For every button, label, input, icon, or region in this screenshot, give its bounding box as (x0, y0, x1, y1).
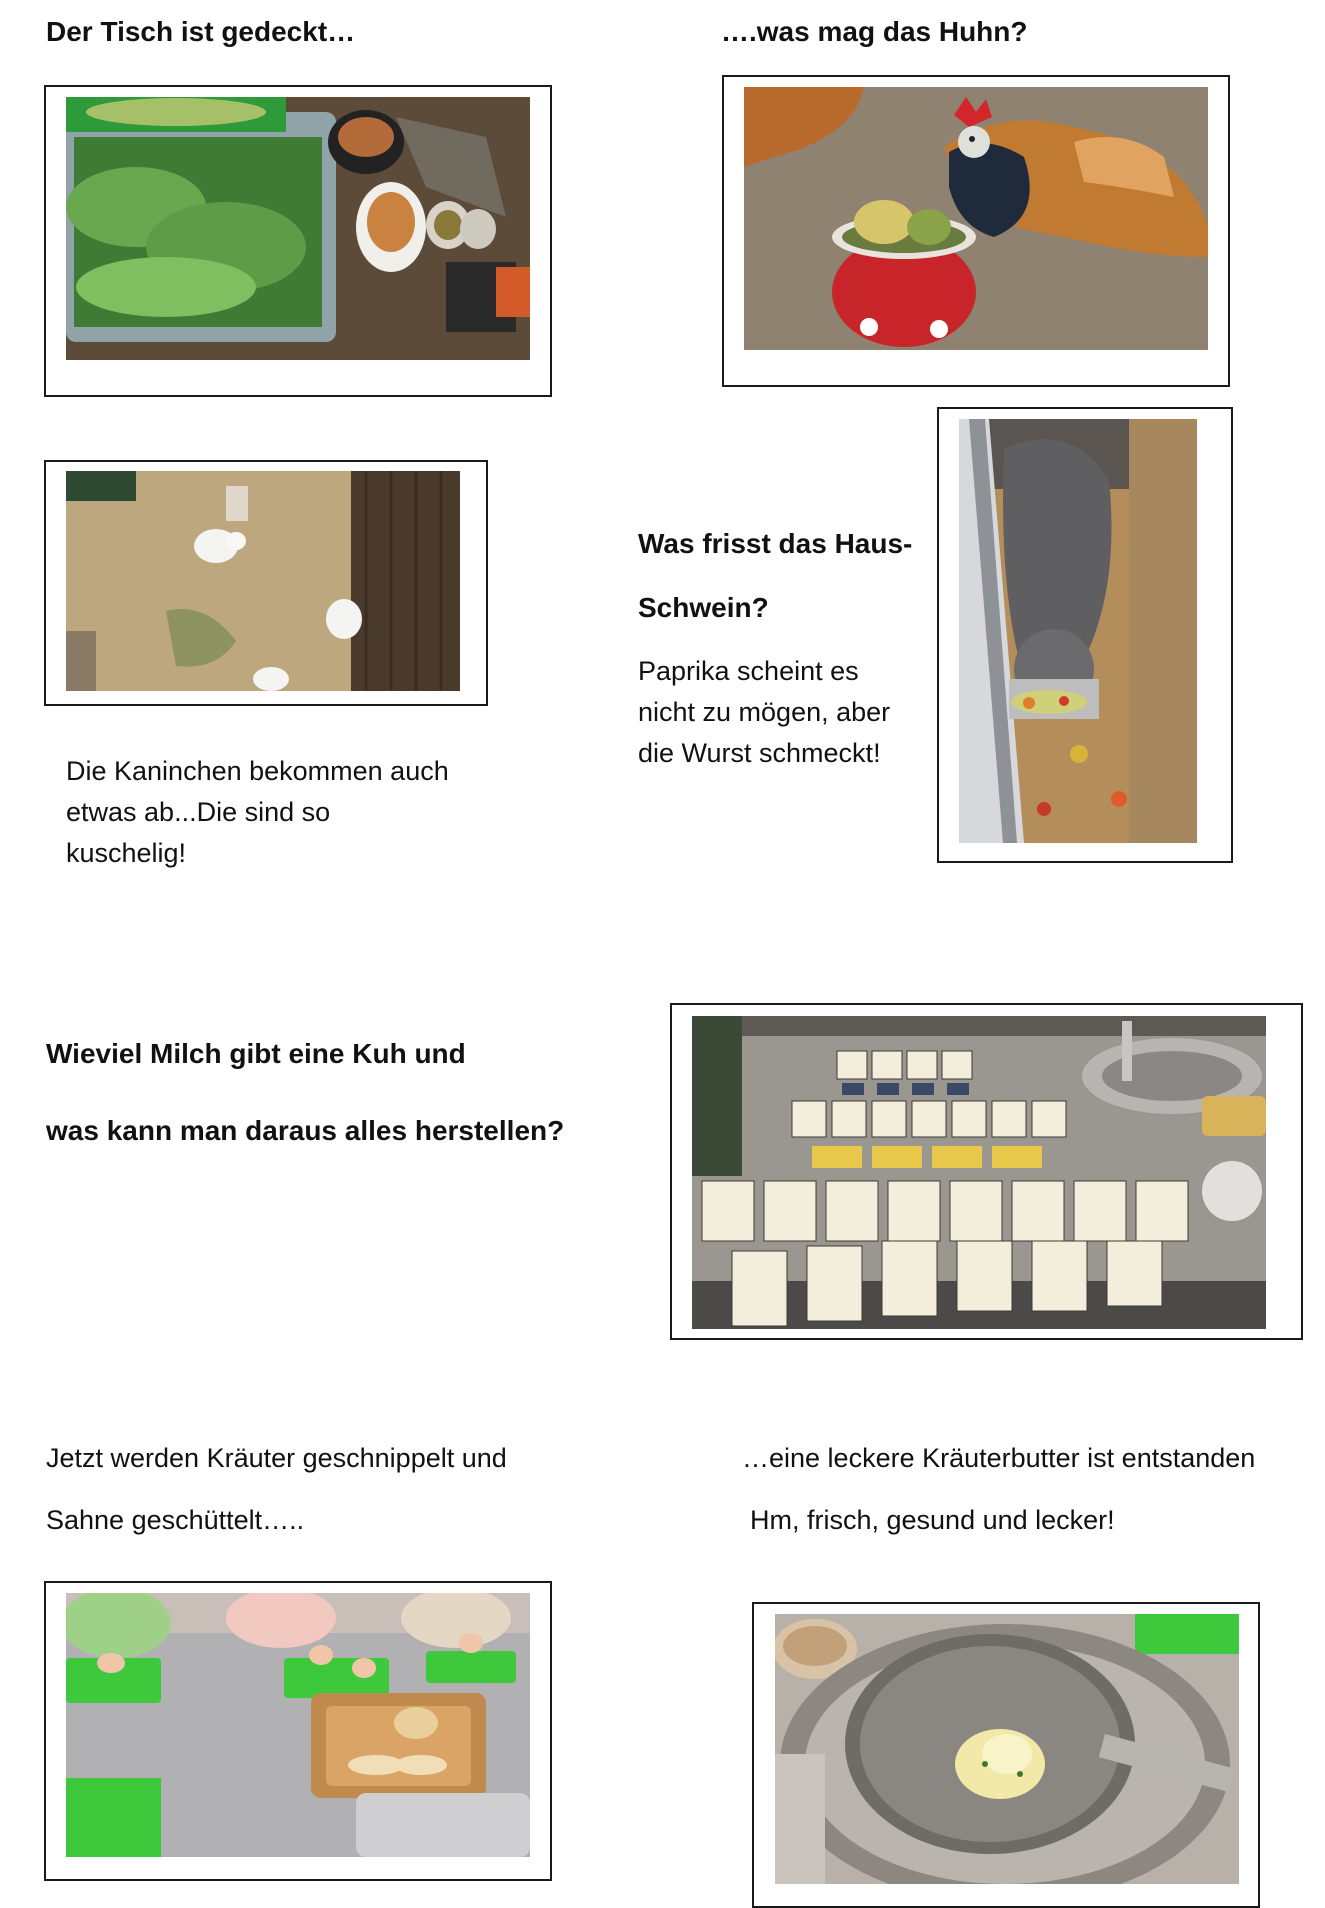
rabbit-text-line3: kuschelig! (66, 838, 187, 868)
photo-hen-pot (744, 87, 1208, 350)
text-butter-line2: Hm, frisch, gesund und lecker! (750, 1505, 1115, 1535)
heading-pig-line1: Was frisst das Haus- (638, 528, 913, 559)
photo-herbs-cutting (66, 1593, 530, 1857)
rabbit-text-line2: etwas ab...Die sind so (66, 797, 331, 827)
text-butter-line1: …eine leckere Kräuterbutter ist entstanden (742, 1443, 1256, 1473)
photo-herb-butter (775, 1614, 1239, 1884)
text-herbs-line1: Jetzt werden Kräuter geschnippelt und (46, 1443, 507, 1473)
rabbit-text-line1: Die Kaninchen bekommen auch (66, 756, 449, 786)
pig-text-line2: nicht zu mögen, aber (638, 697, 891, 727)
heading-milk-line1: Wieviel Milch gibt eine Kuh und (46, 1038, 466, 1069)
heading-milk-line2: was kann man daraus alles herstellen? (46, 1115, 565, 1146)
photo-rabbits (66, 471, 460, 691)
heading-table-set: Der Tisch ist gedeckt… (46, 16, 356, 47)
text-herbs-line2: Sahne geschüttelt….. (46, 1505, 305, 1535)
photo-milk-cards (692, 1016, 1266, 1329)
pig-text-line1: Paprika scheint es (638, 656, 859, 686)
photo-table-food (66, 97, 530, 360)
heading-pig-line2: Schwein? (638, 592, 769, 623)
photo-pig (959, 419, 1197, 843)
heading-hen: ….was mag das Huhn? (721, 16, 1028, 47)
pig-text-line3: die Wurst schmeckt! (638, 738, 881, 768)
